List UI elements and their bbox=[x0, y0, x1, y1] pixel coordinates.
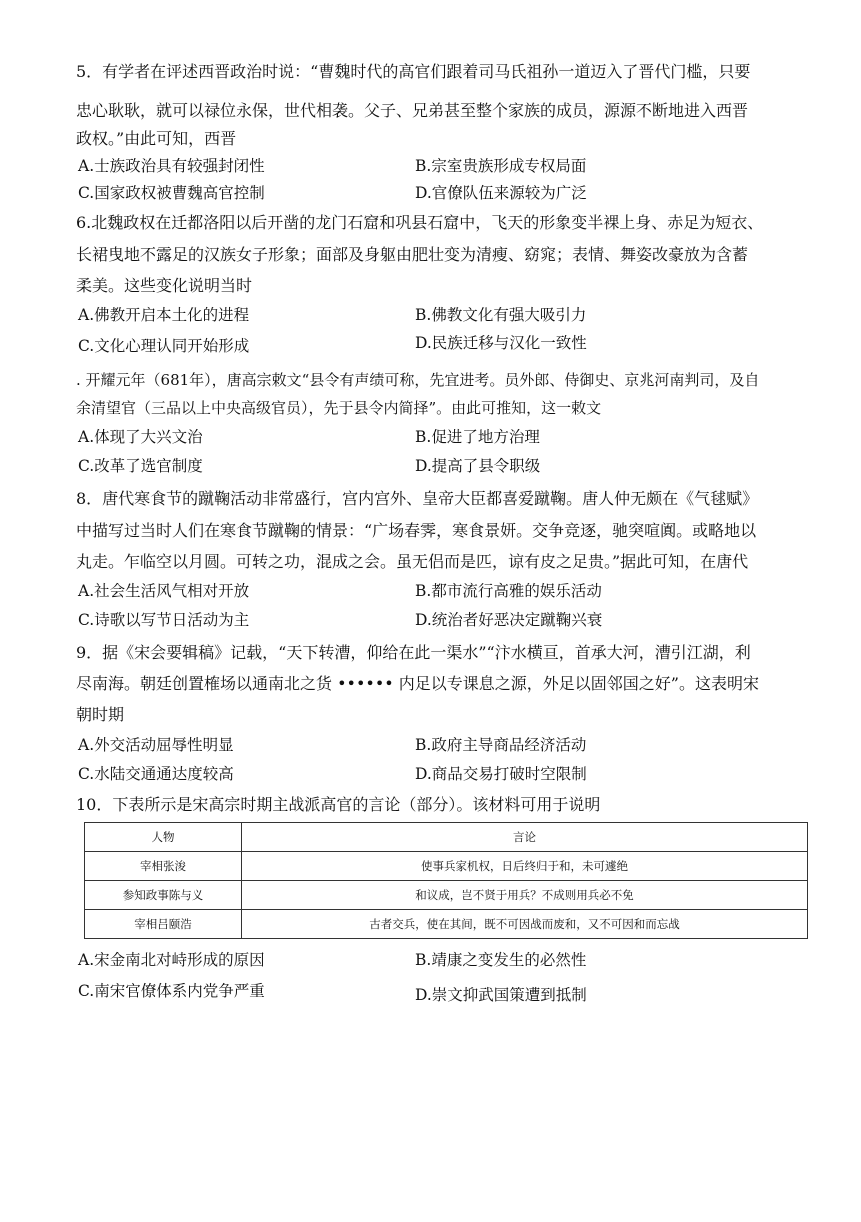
q6-option-b: B.佛教文化有强大吸引力 bbox=[415, 306, 587, 324]
q7-stem-line-2: 余清望官（三品以上中央高级官员），先于县令内简择”。由此可推知，这一敕文 bbox=[76, 399, 602, 417]
table-header-person: 人物 bbox=[85, 823, 242, 852]
q9-stem-line-2: 尽南海。朝廷创置榷场以通南北之货 •••••• 内足以专课息之源，外足以固邻国之好”。这表明宋 bbox=[76, 674, 759, 693]
q10-quote-table bbox=[84, 822, 808, 939]
q9-option-a: A.外交活动屈辱性明显 bbox=[78, 736, 234, 754]
table-cell-person: 参知政事陈与义 bbox=[85, 881, 242, 910]
table-header-quote: 言论 bbox=[242, 823, 808, 852]
q9-option-b: B.政府主导商品经济活动 bbox=[415, 736, 587, 754]
q9-stem-line-3: 朝时期 bbox=[76, 705, 125, 724]
q8-option-a: A.社会生活风气相对开放 bbox=[78, 582, 250, 600]
q8-option-c: C.诗歌以写节日活动为主 bbox=[78, 611, 250, 629]
q6-stem-line-2: 长裙曳地不露足的汉族女子形象；面部及身躯由肥壮变为清瘦、窈窕；表情、舞姿改豪放为含蓄 bbox=[76, 245, 749, 264]
q9-option-c: C.水陆交通通达度较高 bbox=[78, 765, 234, 783]
q7-option-a: A.体现了大兴文治 bbox=[78, 428, 203, 446]
q7-stem-line-1: . 开耀元年（681年），唐高宗敕文“县令有声绩可称，先宜进考。员外郎、侍御史、京兆河南判司，及自 bbox=[76, 371, 760, 389]
q8-stem-line-2: 中描写过当时人们在寒食节蹴鞠的情景：“广场春霁，寒食景妍。交争竞逐，驰突喧阗。或略地以 bbox=[76, 521, 757, 540]
q6-option-d: D.民族迁移与汉化一致性 bbox=[415, 334, 587, 352]
table-row bbox=[85, 881, 808, 910]
q10-option-a: A.宋金南北对峙形成的原因 bbox=[78, 951, 265, 969]
q7-option-d: D.提高了县令职级 bbox=[415, 457, 541, 475]
q5-stem-line-2: 忠心耿耿，就可以禄位永保，世代相袭。父子、兄弟甚至整个家族的成员，源源不断地进入西晋 bbox=[76, 101, 749, 120]
q6-option-c: C.文化心理认同开始形成 bbox=[78, 337, 250, 355]
q9-stem-line-1: 9．据《宋会要辑稿》记载，“天下转漕，仰给在此一渠水”“汴水横亘，首承大河，漕引江湖，利 bbox=[76, 643, 751, 662]
q5-option-d: D.官僚队伍来源较为广泛 bbox=[415, 184, 587, 202]
q6-stem-line-3: 柔美。这些变化说明当时 bbox=[76, 276, 253, 295]
table-cell-quote: 使事兵家机权，日后终归于和，未可遽绝 bbox=[242, 852, 808, 881]
q8-option-d: D.统治者好恶决定蹴鞠兴衰 bbox=[415, 611, 603, 629]
q8-stem-line-3: 丸走。乍临空以月圆。可转之功，混成之会。虽无侣而是匹，谅有皮之足贵。”据此可知，在唐代 bbox=[76, 552, 749, 571]
q6-stem-line-1: 6.北魏政权在迁都洛阳以后开凿的龙门石窟和巩县石窟中，飞天的形象变半裸上身、赤足为短衣、 bbox=[76, 213, 764, 232]
table-cell-person: 宰相吕颐浩 bbox=[85, 910, 242, 939]
table-cell-quote: 古者交兵，使在其间，既不可因战而废和，又不可因和而忘战 bbox=[242, 910, 808, 939]
q7-option-c: C.改革了选官制度 bbox=[78, 457, 203, 475]
q9-option-d: D.商品交易打破时空限制 bbox=[415, 765, 587, 783]
q5-stem-line-1: 5．有学者在评述西晋政治时说：“曹魏时代的高官们跟着司马氏祖孙一道迈入了晋代门槛，只要 bbox=[76, 62, 751, 81]
q10-option-c: C.南宋官僚体系内党争严重 bbox=[78, 982, 265, 1000]
table-cell-person: 宰相张浚 bbox=[85, 852, 242, 881]
table-row bbox=[85, 910, 808, 939]
q8-option-b: B.都市流行高雅的娱乐活动 bbox=[415, 582, 602, 600]
q8-stem-line-1: 8．唐代寒食节的蹴鞠活动非常盛行，宫内宫外、皇帝大臣都喜爱蹴鞠。唐人仲无颇在《气毬赋》 bbox=[76, 489, 759, 508]
q10-option-b: B.靖康之变发生的必然性 bbox=[415, 951, 587, 969]
q5-stem-line-3: 政权。”由此可知，西晋 bbox=[76, 129, 237, 148]
q7-option-b: B.促进了地方治理 bbox=[415, 428, 540, 446]
table-row bbox=[85, 852, 808, 881]
table-cell-quote: 和议成，岂不贤于用兵？不成则用兵必不免 bbox=[242, 881, 808, 910]
q10-option-d: D.崇文抑武国策遭到抵制 bbox=[415, 986, 587, 1004]
q5-option-a: A.士族政治具有较强封闭性 bbox=[78, 157, 265, 175]
q5-option-b: B.宗室贵族形成专权局面 bbox=[415, 157, 587, 175]
table-header-row bbox=[85, 823, 808, 852]
q10-stem-line-1: 10．下表所示是宋高宗时期主战派高官的言论（部分）。该材料可用于说明 bbox=[76, 795, 601, 814]
q6-option-a: A.佛教开启本土化的进程 bbox=[78, 306, 250, 324]
q5-option-c: C.国家政权被曹魏高官控制 bbox=[78, 184, 265, 202]
